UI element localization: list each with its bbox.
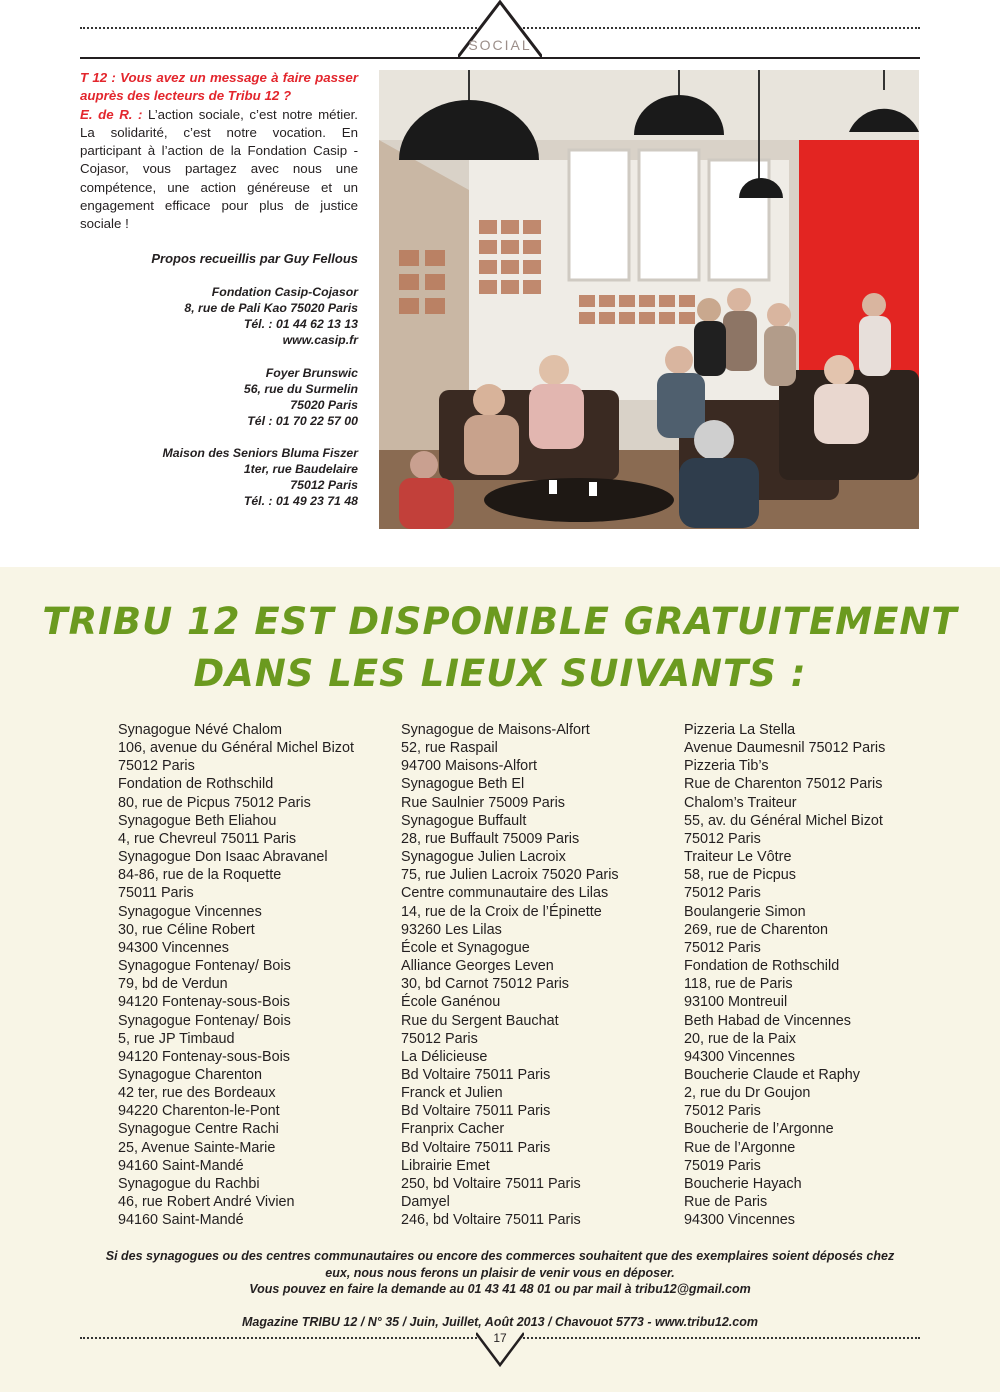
list-item: Boulangerie Simon <box>684 903 806 920</box>
list-item: 106, avenue du Général Michel Bizot <box>118 740 354 757</box>
interview-question: T 12 : Vous avez un message à faire passer auprès des lecteurs de Tribu 12 ? <box>80 70 358 104</box>
list-item: 20, rue de la Paix <box>684 1030 796 1047</box>
section-label: SOCIAL <box>468 37 532 53</box>
list-item: Boucherie Hayach <box>684 1175 802 1192</box>
list-item: Boucherie de l’Argonne <box>684 1121 834 1138</box>
address-line: 1ter, rue Baudelaire <box>243 462 358 477</box>
list-item: 28, rue Buffault 75009 Paris <box>401 830 580 847</box>
list-item: Rue de Paris <box>684 1194 768 1211</box>
list-item: 94300 Vincennes <box>118 939 229 956</box>
list-item: Bd Voltaire 75011 Paris <box>401 1139 551 1156</box>
list-item: Alliance Georges Leven <box>401 958 554 975</box>
address-block <box>80 365 358 429</box>
photo-seniors-gathering <box>379 70 919 529</box>
list-item: 55, av. du Général Michel Bizot <box>684 812 883 829</box>
interview-block <box>80 69 358 234</box>
interview-answer-lead: E. de R. : <box>80 106 143 122</box>
list-item: Pizzeria Tib’s <box>684 758 769 775</box>
list-item: Synagogue Beth Eliahou <box>118 812 277 829</box>
list-item: 42 ter, rue des Bordeaux <box>118 1085 276 1102</box>
list-item: Rue de Charenton 75012 Paris <box>684 776 883 793</box>
note-line: eux, nous nous ferons un plaisir de venir vous en déposer. <box>325 1265 675 1280</box>
list-item: Librairie Emet <box>401 1157 490 1174</box>
list-item: Synagogue Don Isaac Abravanel <box>118 849 328 866</box>
list-item: Fondation de Rothschild <box>118 776 274 793</box>
list-item: Synagogue Fontenay/ Bois <box>118 1012 291 1029</box>
list-item: Synagogue de Maisons-Alfort <box>401 722 590 738</box>
list-item: Synagogue du Rachbi <box>118 1175 260 1192</box>
list-item: Synagogue Névé Chalom <box>118 722 282 738</box>
list-item: 75011 Paris <box>118 885 194 902</box>
address-link[interactable]: www.casip.fr <box>282 333 358 348</box>
list-item: 94300 Vincennes <box>684 1048 795 1065</box>
list-item: Synagogue Buffault <box>401 812 527 829</box>
list-item: 75012 Paris <box>401 1030 478 1047</box>
list-item: 93100 Montreuil <box>684 994 788 1011</box>
address-line: Fondation Casip-Cojasor <box>211 285 358 299</box>
address-line: Tél. : 01 44 62 13 13 <box>243 317 358 332</box>
list-item: 75012 Paris <box>684 939 761 956</box>
distribution-title-line2: DANS LES LIEUX SUIVANTS : <box>193 652 807 695</box>
note-contact-line: Vous pouvez en faire la demande au 01 43 41 48 01 ou par mail à tribu12@gmail.com <box>249 1282 751 1296</box>
list-item: 2, rue du Dr Goujon <box>684 1085 811 1102</box>
list-item: 94120 Fontenay-sous-Bois <box>118 1048 290 1065</box>
list-item: 5, rue JP Timbaud <box>118 1030 235 1047</box>
list-item: Synagogue Beth El <box>401 776 525 793</box>
list-item: Bd Voltaire 75011 Paris <box>401 1103 551 1120</box>
list-item: 94700 Maisons-Alfort <box>401 758 537 775</box>
list-item: Synagogue Charenton <box>118 1066 263 1083</box>
interview-credit: Propos recueillis par Guy Fellous <box>151 251 358 266</box>
list-item: Traiteur Le Vôtre <box>684 849 792 866</box>
address-block <box>80 284 358 348</box>
distribution-column-3 <box>684 721 885 1229</box>
list-item: 14, rue de la Croix de l’Épinette <box>401 903 602 920</box>
list-item: 46, rue Robert André Vivien <box>118 1194 295 1211</box>
note-line: Si des synagogues ou des centres communautaires ou encore des commerces souhaitent que des exemplaires soient déposés chez <box>105 1249 895 1263</box>
list-item: Rue Saulnier 75009 Paris <box>401 794 565 811</box>
list-item: Synagogue Centre Rachi <box>118 1121 279 1138</box>
list-item: Franck et Julien <box>401 1085 503 1102</box>
list-item: 30, bd Carnot 75012 Paris <box>401 976 570 993</box>
list-item: Avenue Daumesnil 75012 Paris <box>684 740 886 757</box>
address-line: Maison des Seniors Bluma Fiszer <box>162 446 358 460</box>
list-item: Boucherie Claude et Raphy <box>684 1066 860 1083</box>
list-item: Rue du Sergent Bauchat <box>401 1012 559 1029</box>
interview-answer: L’action sociale, c’est notre métier. La solidarité, c’est notre vocation. En participant à l’action de la Fondation Casip - Cojasor, vous partagez avec nous une compétence, une action généreuse et un engagement efficace pour plus de justice sociale ! <box>80 106 359 232</box>
list-item: Fondation de Rothschild <box>684 958 840 975</box>
address-block <box>80 445 358 509</box>
list-item: 75, rue Julien Lacroix 75020 Paris <box>401 867 619 884</box>
list-item: Franprix Cacher <box>401 1121 505 1138</box>
list-item: 118, rue de Paris <box>684 976 793 993</box>
list-item: 75012 Paris <box>684 1103 761 1120</box>
address-line: 75012 Paris <box>290 478 358 493</box>
list-item: 52, rue Raspail <box>401 740 498 757</box>
list-item: 246, bd Voltaire 75011 Paris <box>401 1212 581 1229</box>
list-item: 94220 Charenton-le-Pont <box>118 1103 280 1120</box>
list-item: 75019 Paris <box>684 1157 761 1174</box>
list-item: 94160 Saint-Mandé <box>118 1157 244 1174</box>
list-item: Centre communautaire des Lilas <box>401 885 609 902</box>
list-item: 94160 Saint-Mandé <box>118 1212 244 1229</box>
address-line: Foyer Brunswic <box>265 366 358 380</box>
list-item: Rue de l’Argonne <box>684 1139 796 1156</box>
page-number: 17 <box>493 1331 507 1345</box>
distribution-title-line1: TRIBU 12 EST DISPONIBLE GRATUITEMENT <box>42 600 958 643</box>
list-item: École Ganénou <box>401 994 501 1011</box>
address-line: Tél. : 01 49 23 71 48 <box>243 494 358 509</box>
list-item: 75012 Paris <box>684 830 761 847</box>
list-item: Beth Habad de Vincennes <box>684 1012 851 1029</box>
list-item: Pizzeria La Stella <box>684 722 796 738</box>
list-item: 94300 Vincennes <box>684 1212 795 1229</box>
distribution-note <box>80 1248 920 1298</box>
list-item: Damyel <box>401 1194 450 1211</box>
magazine-footer: Magazine TRIBU 12 / N° 35 / Juin, Juillet, Août 2013 / Chavouot 5773 - www.tribu12.com <box>242 1315 758 1329</box>
list-item: 80, rue de Picpus 75012 Paris <box>118 794 311 811</box>
distribution-column-1 <box>118 721 354 1229</box>
address-line: 8, rue de Pali Kao 75020 Paris <box>184 301 358 316</box>
distribution-column-2 <box>401 721 619 1229</box>
list-item: 75012 Paris <box>684 885 761 902</box>
list-item: 269, rue de Charenton <box>684 921 829 938</box>
address-line: 56, rue du Surmelin <box>243 382 358 397</box>
list-item: Chalom’s Traiteur <box>684 794 797 811</box>
list-item: 250, bd Voltaire 75011 Paris <box>401 1175 581 1192</box>
list-item: 75012 Paris <box>118 758 195 775</box>
list-item: 58, rue de Picpus <box>684 867 796 884</box>
list-item: 84-86, rue de la Roquette <box>118 867 282 884</box>
list-item: 30, rue Céline Robert <box>118 921 255 938</box>
list-item: 93260 Les Lilas <box>401 921 502 938</box>
list-item: Bd Voltaire 75011 Paris <box>401 1066 551 1083</box>
list-item: 25, Avenue Sainte-Marie <box>118 1139 276 1156</box>
list-item: Synagogue Vincennes <box>118 903 262 920</box>
header-solid-rule <box>80 57 920 59</box>
list-item: La Délicieuse <box>401 1048 488 1065</box>
address-line: 75020 Paris <box>290 398 358 413</box>
list-item: Synagogue Fontenay/ Bois <box>118 958 291 975</box>
list-item: 4, rue Chevreul 75011 Paris <box>118 830 297 847</box>
list-item: École et Synagogue <box>401 939 530 956</box>
address-line: Tél : 01 70 22 57 00 <box>247 414 358 429</box>
list-item: 94120 Fontenay-sous-Bois <box>118 994 290 1011</box>
list-item: Synagogue Julien Lacroix <box>401 849 566 866</box>
list-item: 79, bd de Verdun <box>118 976 228 993</box>
